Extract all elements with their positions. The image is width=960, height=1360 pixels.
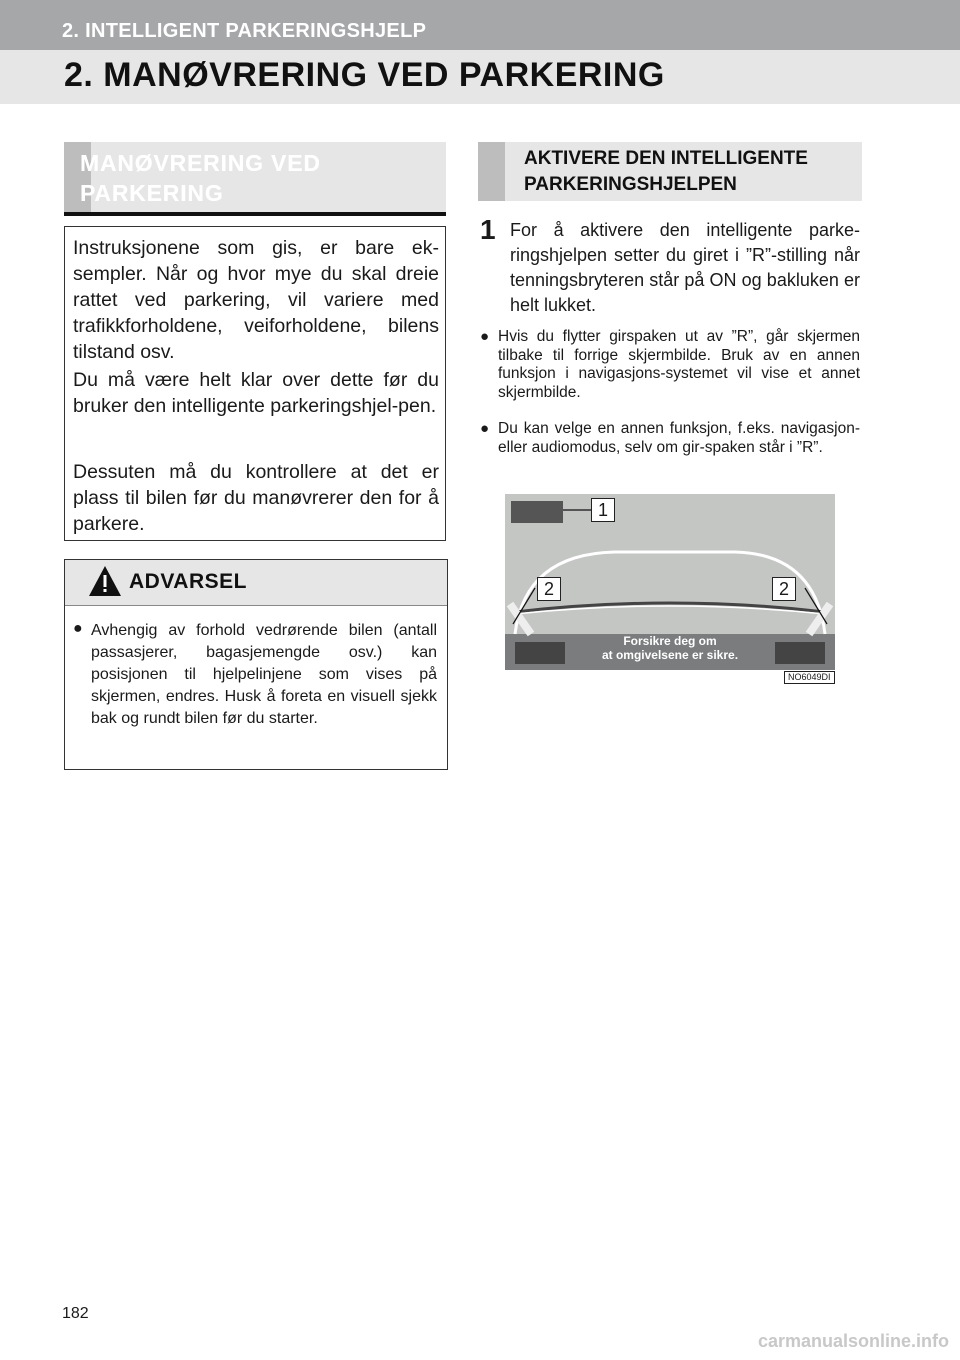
callout-2-left: 2: [537, 577, 561, 601]
watermark: carmanualsonline.info: [758, 1331, 950, 1351]
info-box: [64, 226, 446, 541]
left-section-heading: [64, 142, 446, 216]
left-heading-line1: MANØVRERING VED: [80, 150, 321, 176]
page-number: 182: [62, 1305, 89, 1322]
bullet-text-2: Du kan velge en annen funksjon, f.eks. navigasjon- eller audiomodus, selv om gir-spaken står i ”R”.: [498, 420, 860, 456]
warning-triangle-icon: [87, 564, 123, 598]
warning-text: Avhengig av forhold vedrørende bilen (antall passasjerer, bagasjemengde osv.) kan posisjonen til hjelpelinjene som vises på skjermen, endres. Husk å foreta en visuell sjekk bak og rundt bilen før du starter.: [91, 622, 437, 727]
bullet-icon: ●: [480, 420, 490, 437]
callout-2-right: 2: [772, 577, 796, 601]
bullet-icon: ●: [73, 620, 83, 637]
right-heading-line1: AKTIVERE DEN INTELLIGENTE: [524, 148, 808, 169]
page-title: 2. MANØVRERING VED PARKERING: [64, 56, 665, 94]
right-heading-line2: PARKERINGSHJELPEN: [524, 174, 737, 195]
screen-message-line1: Forsikre deg om: [623, 634, 717, 648]
heading-tab: [478, 142, 505, 201]
warning-title: ADVARSEL: [129, 570, 247, 593]
step-text: For å aktivere den intelligente parke-ringshjelpen setter du giret i ”R”-stilling når tenningsbryteren står på ON og bakluken er helt lukket.: [510, 220, 860, 315]
warning-header: [65, 560, 447, 606]
figure-code: NO6049DI: [784, 671, 835, 684]
left-heading-line2: PARKERING: [80, 180, 224, 206]
info-paragraph-1: Instruksjonene som gis, er bare ek-sempler. Når og hvor mye du skal dreie rattet ved parkering, vil variere med trafikkforholdene, veiforholdene, bilens tilstand osv.: [73, 237, 439, 363]
info-paragraph-2: Du må være helt klar over dette før du bruker den intelligente parkeringshjel-pen.: [73, 369, 439, 417]
callout-1: 1: [591, 498, 615, 522]
bullet-icon: ●: [480, 328, 490, 345]
right-section-heading: [478, 142, 862, 201]
step-number: 1: [480, 214, 496, 245]
warning-box: [64, 559, 448, 770]
screen-message-line2: at omgivelsene er sikre.: [601, 648, 739, 662]
bullet-text-1: Hvis du flytter girspaken ut av ”R”, går skjermen tilbake til forrige skjermbilde. Bruk av en annen funksjon i navigasjons-systemet vil vise et annet skjermbilde.: [498, 328, 860, 401]
section-label: 2. INTELLIGENT PARKERINGSHJELP: [62, 20, 427, 42]
info-paragraph-3: Dessuten må du kontrollere at det er plass til bilen før du manøvrerer den for å parkere.: [73, 461, 439, 535]
